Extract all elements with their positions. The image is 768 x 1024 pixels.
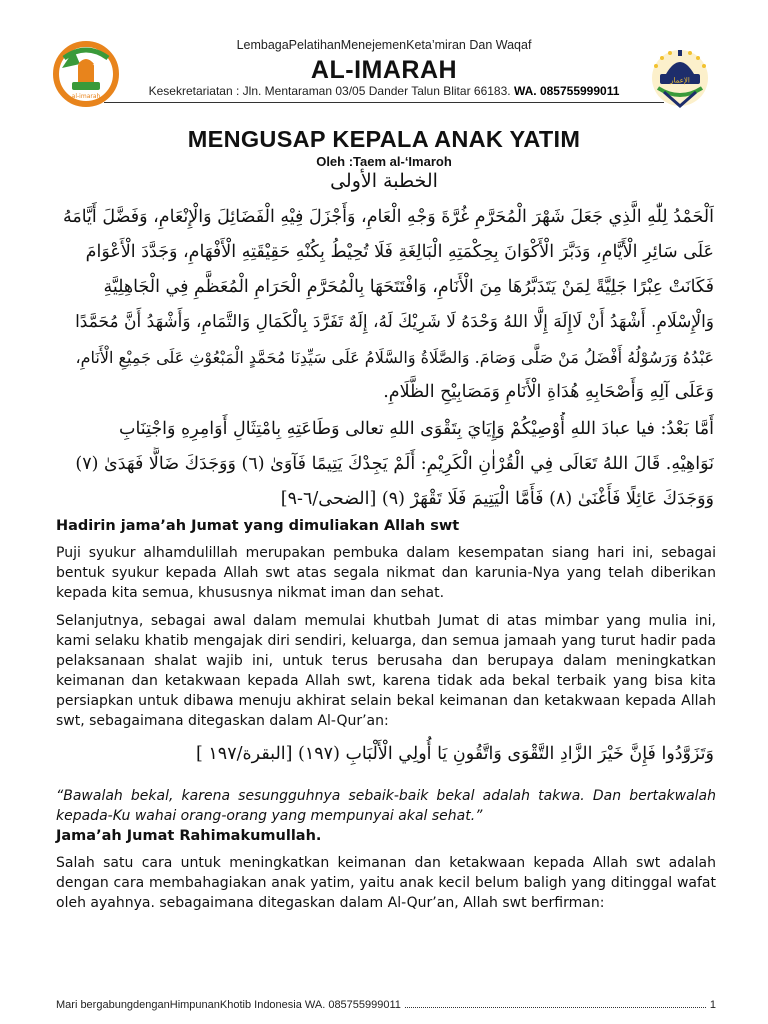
paragraph-anak-yatim: Salah satu cara untuk meningkatkan keimanan dan ketakwaan kepada Allah swt adalah dengan cara membahagiakan anak yatim, yaitu anak kecil belum baligh yang ditinggal wafat oleh ayahnya. sebagaimana ditegaskan dalam Al-Qur’an, Allah swt berfirman: <box>56 855 716 911</box>
paragraph-puji-syukur: Puji syukur alhamdulillah merupakan pembuka dalam kesempatan siang hari ini, sebagai bentuk syukur kepada Allah swt atas segala nikmat dan karunia-Nya yang telah diberikan kepada kita semua, khususnya nikmat iman dan sehat. <box>56 545 716 601</box>
arabic-section-heading: الخطبة الأولى <box>330 170 438 192</box>
arabic-line: عَلَى سَائِرِ الْأَيَّامِ، وَدَبَّرَ الْأَكْوَانَ بِحِكْمَتِهِ الْبَالِغَةِ فَلَا تُحِيْطُ بِكُنْهِ حَقِيْقَتِهِ الْأَفْهَامِ، وَجَدَّدَ الْأَعْوَامَ <box>85 242 714 262</box>
arabic-line: اَلْحَمْدُ لِلّٰهِ الَّذِي جَعَلَ شَهْرَ الْمُحَرَّمِ غُرَّةَ وَجْهِ الْعَامِ، وَأَجْزَلَ فِيْهِ الْفَضَائِلَ وَالْإِنْعَامِ، وَفَضَّلَ أَيَّامَهُ <box>62 207 714 227</box>
document-title: MENGUSAP KEPALA ANAK YATIM <box>187 126 581 152</box>
quran-verse-al-baqarah: وَتَزَوَّدُوا فَإِنَّ خَيْرَ الزَّادِ التَّقْوَى وَاتَّقُونِ يَا أُولِي الْأَلْبَابِ (١٩٧) [البقرة/١٩٧ ] <box>196 744 714 764</box>
section-heading-hadirin: Hadirin jama’ah Jumat yang dimuliakan Allah swt <box>56 518 460 534</box>
header-divider <box>104 102 664 103</box>
arabic-line: وَالْإِسْلَامِ. أَشْهَدُ أَنْ لَاإِلَهَ إِلَّا اللهُ وَحْدَهُ لَا شَرِيْكَ لَهُ، إِلَهٌ تَفَرَّدَ بِالْكَمَالِ وَالتَّمَامِ، وَأَشْهَدُ أَنَّ مُحَمَّدًا <box>75 312 714 332</box>
footer-text: Mari bergabungdenganHimpunanKhotib Indonesia WA. 085755999011 <box>56 999 401 1011</box>
page-footer <box>56 999 716 1011</box>
organization-name: AL-IMARAH <box>310 56 458 84</box>
svg-text:الإعمار: الإعمار <box>670 76 690 85</box>
paragraph-selanjutnya: Selanjutnya, sebagai awal dalam memulai khutbah Jumat di atas mimbar yang mulia ini, kami selaku khatib mengajak diri sendiri, keluarga, dan semua jamaah yang turut hadir pada pelaksanaan shalat wajib ini, untuk terus berusaha dan berupaya dalam meningkatkan keimanan dan ketakwaan kepada Allah swt, karena tidak ada bekal terbaik yang bisa kita persiapkan untuk dibawa menuju akhirat selain bekal keimanan dan ketakwaan kepada Allah swt, sebagaimana ditegaskan dalam Al-Qur’an: <box>56 613 716 729</box>
arabic-amma-badu-block <box>58 412 714 517</box>
verse-translation: “Bawalah bekal, karena sesungguhnya sebaik-baik bekal adalah takwa. Dan bertakwalah kepada-Ku wahai orang-orang yang mempunyai akal sehat.” <box>56 788 716 824</box>
arabic-line: وَوَجَدَكَ عَائِلًا فَأَغْنَىٰ (٨) فَأَمَّا الْيَتِيمَ فَلَا تَقْهَرْ (٩) [الضحى/٦-٩] <box>280 489 714 509</box>
al-imarah-logo-left <box>50 38 122 110</box>
al-imarah-logo-right <box>644 44 716 114</box>
svg-text:al-imarah: al-imarah <box>71 93 101 100</box>
address-text: Kesekretariatan : Jln. Mentaraman 03/05 Dander Talun Blitar 66183. <box>148 84 511 98</box>
whatsapp-number: WA. 085755999011 <box>513 84 620 98</box>
document-author: Oleh :Taem al-‘Imaroh <box>316 154 452 169</box>
secretariat-address <box>100 84 668 98</box>
arabic-line: نَوَاهِيْهِ. قَالَ اللهُ تَعَالَى فِي الْقُرْاٰنِ الْكَرِيْمِ: أَلَمْ يَجِدْكَ يَتِيمًا فَآوَىٰ (٦) وَوَجَدَكَ ضَالًّا فَهَدَىٰ (٧) <box>75 454 714 474</box>
footer-dotted-leader <box>405 999 706 1008</box>
page-number: 1 <box>709 999 716 1011</box>
arabic-line: عَبْدُهُ وَرَسُوْلُهُ أَفْضَلُ مَنْ صَلَّى وَصَامَ. وَالصَّلَاةُ وَالسَّلَامُ عَلَى سَيِّدِنَا مُحَمَّدٍ الْمَبْعُوْثِ عَلَى جَمِيْعِ الْأَنَامِ، <box>75 348 714 367</box>
organization-tagline: LembagaPelatihanMenejemenKeta’miran Dan Waqaf <box>236 38 532 52</box>
arabic-line: فَكَانَتْ عِبْرًا جَلِيَّةً لِمَنْ يَتَدَبَّرُهَا مِنَ الْأَنَامِ، وَافْتَتَحَهَا بِالْمُحَرَّمِ الْحَرَامِ الْمُعَظَّمِ فِي الْجَاهِلِيَّةِ <box>103 277 714 297</box>
arabic-line: أَمَّا بَعْدُ: فيا عبادَ اللهِ أُوْصِيْكُمْ وَإِيَايَ بِتَقْوَى اللهِ تعالى وَطَاعَتِهِ بِامْتِثَالِ أَوَامِرِهِ وَاجْتِنَابِ <box>119 419 714 439</box>
arabic-opening-block <box>58 200 714 410</box>
section-heading-rahimakumullah: Jama’ah Jumat Rahimakumullah. <box>56 828 322 844</box>
arabic-line: وَعَلَى آلِهِ وَأَصْحَابِهِ هُدَاةِ الْأَنَامِ وَمَصَابِيْحِ الظَّلَامِ. <box>383 382 714 402</box>
